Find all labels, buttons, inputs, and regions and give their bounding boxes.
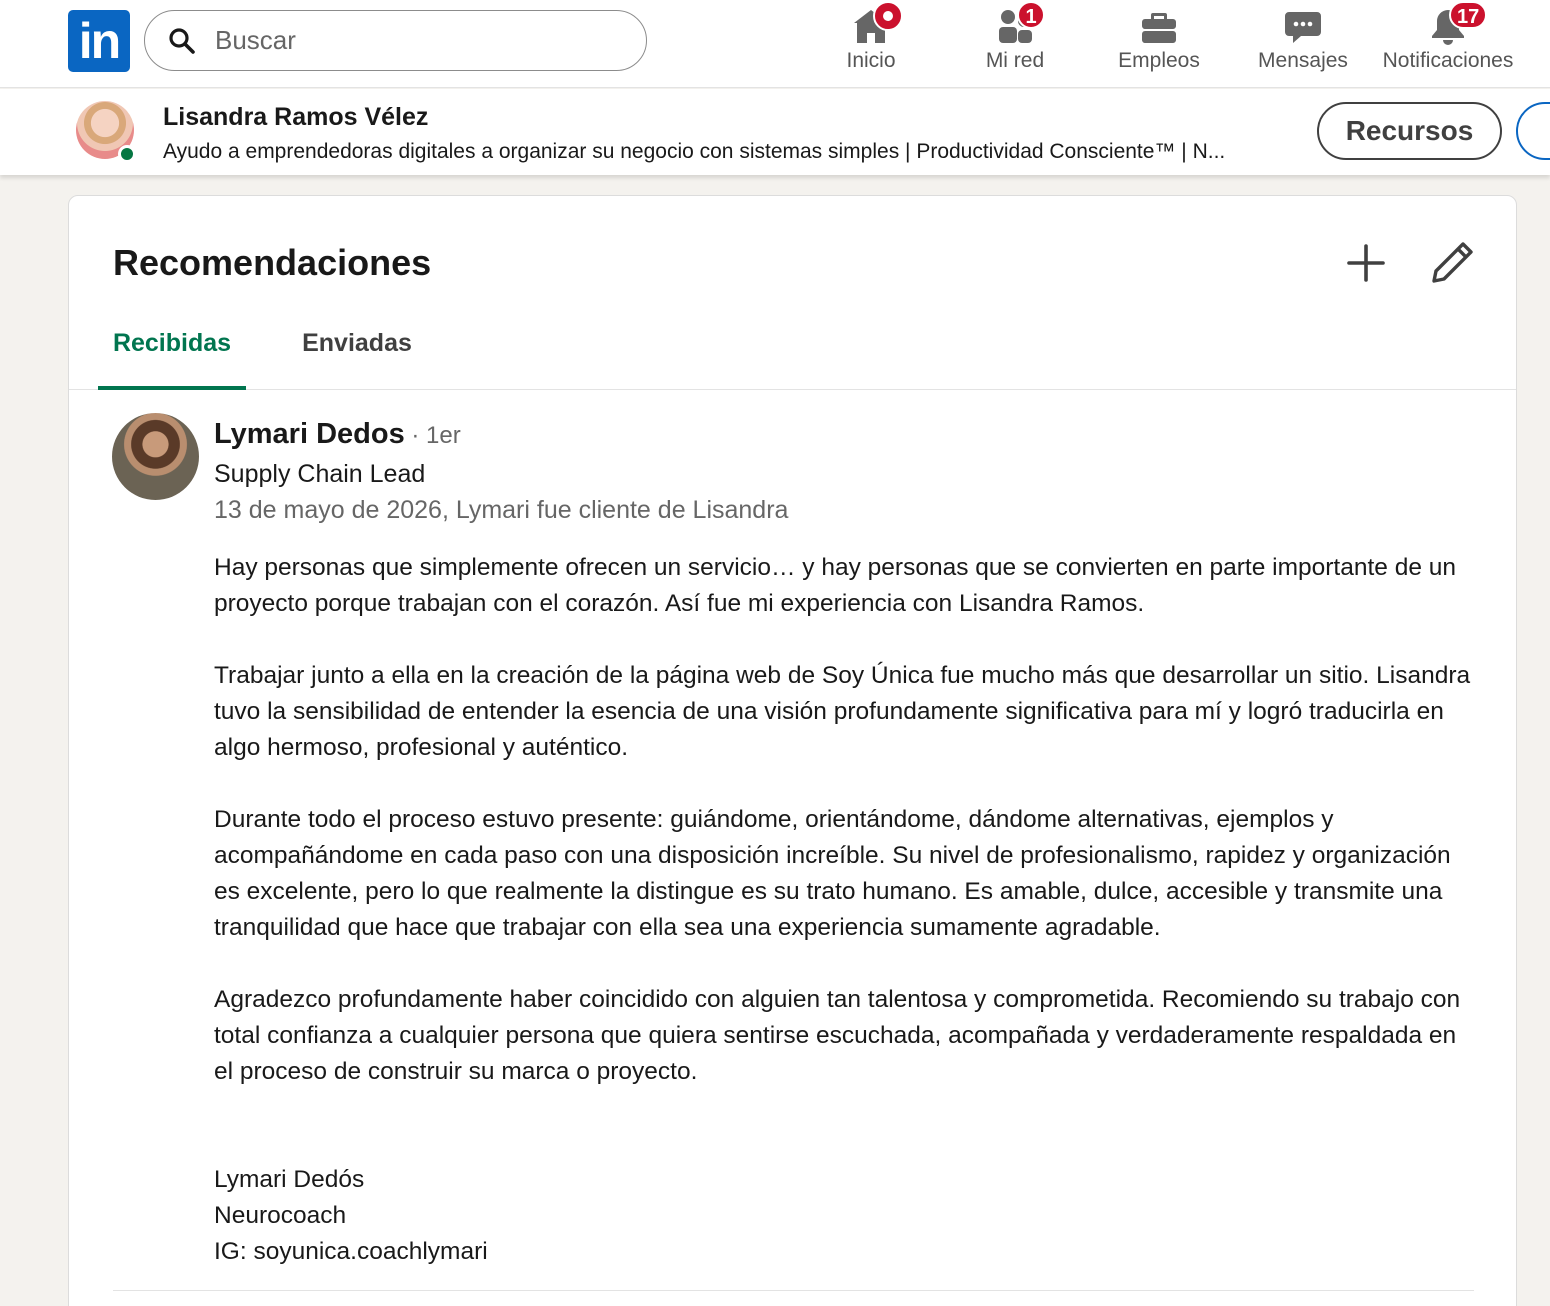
signature-line: Neurocoach (214, 1202, 347, 1229)
nav-item-mensajes[interactable] (1233, 0, 1373, 88)
recommendation-paragraph: Hay personas que simplemente ofrecen un servicio… y hay personas que se convierten en parte importante de un proyecto porque trabajan con el corazón. Así fue mi experiencia con Lisandra Ramos. (214, 554, 1457, 617)
nav-item-empleos[interactable] (1089, 0, 1229, 88)
recommendation-paragraph: Durante todo el proceso estuvo presente: guiándome, orientándome, dándome alternativas, ejemplos y acompañándome en cada paso con una disposición increíble. Su nivel de profesionalismo, rapidez y organización es excelente, pero lo que realmente la distingue es su trato humano. Es amable, dulce, accesible y transmite una tranquilidad que hace que trabajar con ella sea una experiencia sumamente agradable. (214, 806, 1451, 941)
linkedin-logo[interactable]: in (68, 10, 130, 72)
tab-enviadas[interactable] (289, 306, 425, 390)
profile-headline: Ayudo a emprendedoras digitales a organizar su negocio con sistemas simples | Productividad Consciente™ | N... (163, 140, 1226, 163)
nav-label-mensajes: Mensajes (1258, 49, 1348, 72)
chat-icon (1283, 6, 1323, 46)
search-icon (167, 26, 197, 56)
next-action-button[interactable] (1516, 102, 1550, 160)
nav-label-inicio: Inicio (846, 49, 896, 72)
recommendation-date-relation: 13 de mayo de 2026, Lymari fue cliente de Lisandra (214, 496, 789, 524)
section-title: Recomendaciones (113, 242, 432, 283)
recommendations-card (68, 195, 1517, 1306)
search-input[interactable] (215, 11, 625, 69)
nav-label-empleos: Empleos (1118, 49, 1200, 72)
nav-item-inicio[interactable] (801, 0, 941, 88)
recommendation-paragraph: Trabajar junto a ella en la creación de la página web de Soy Única fue mucho más que desarrollar un sitio. Lisandra tuvo la sensibilidad de entender la esencia de una visión profundamente significativa para mí y logró traducirla en algo hermoso, profesional y auténtico. (214, 662, 1471, 761)
tab-recibidas-label: Recibidas (112, 329, 232, 357)
briefcase-icon (1139, 6, 1179, 46)
online-status-icon (118, 145, 136, 163)
recommendation-tabs (69, 306, 1516, 390)
tab-recibidas[interactable] (98, 306, 246, 390)
nav-badge-notificaciones: 17 (1449, 1, 1487, 29)
recommendation-signature (214, 1162, 488, 1270)
connection-degree: · 1er (404, 422, 461, 449)
notification-dot-icon (873, 1, 903, 31)
profile-sticky-bar (0, 89, 1550, 175)
signature-line: IG: soyunica.coachlymari (214, 1238, 488, 1265)
nav-label-mi-red: Mi red (985, 49, 1045, 72)
global-nav (0, 0, 1550, 88)
add-icon[interactable] (1341, 238, 1391, 288)
signature-line: Lymari Dedós (214, 1166, 365, 1193)
nav-badge-mi-red: 1 (1017, 1, 1045, 29)
recommender-title: Supply Chain Lead (214, 460, 426, 488)
search-box[interactable] (144, 10, 647, 71)
edit-pencil-icon[interactable] (1427, 238, 1477, 288)
nav-label-notificaciones: Notificaciones (1382, 49, 1514, 72)
nav-item-notificaciones[interactable] (1378, 0, 1518, 88)
recommender-name-line (214, 418, 461, 451)
tab-enviadas-label: Enviadas (302, 329, 412, 357)
nav-item-mi-red[interactable] (945, 0, 1085, 88)
recommender-name[interactable]: Lymari Dedos (214, 418, 405, 450)
recursos-button[interactable]: Recursos (1317, 102, 1502, 160)
recommendation-text (214, 550, 1474, 1126)
recommendation-paragraph: Agradezco profundamente haber coincidido con alguien tan talentosa y comprometida. Recomiendo su trabajo con total confianza a cualquier persona que quiera sentirse escuchada, acompañada y verdaderamente respaldada en el proceso de construir su marca o proyecto. (214, 986, 1461, 1085)
profile-name: Lisandra Ramos Vélez (163, 103, 429, 131)
divider (113, 1290, 1474, 1291)
recommender-avatar[interactable] (112, 413, 199, 500)
